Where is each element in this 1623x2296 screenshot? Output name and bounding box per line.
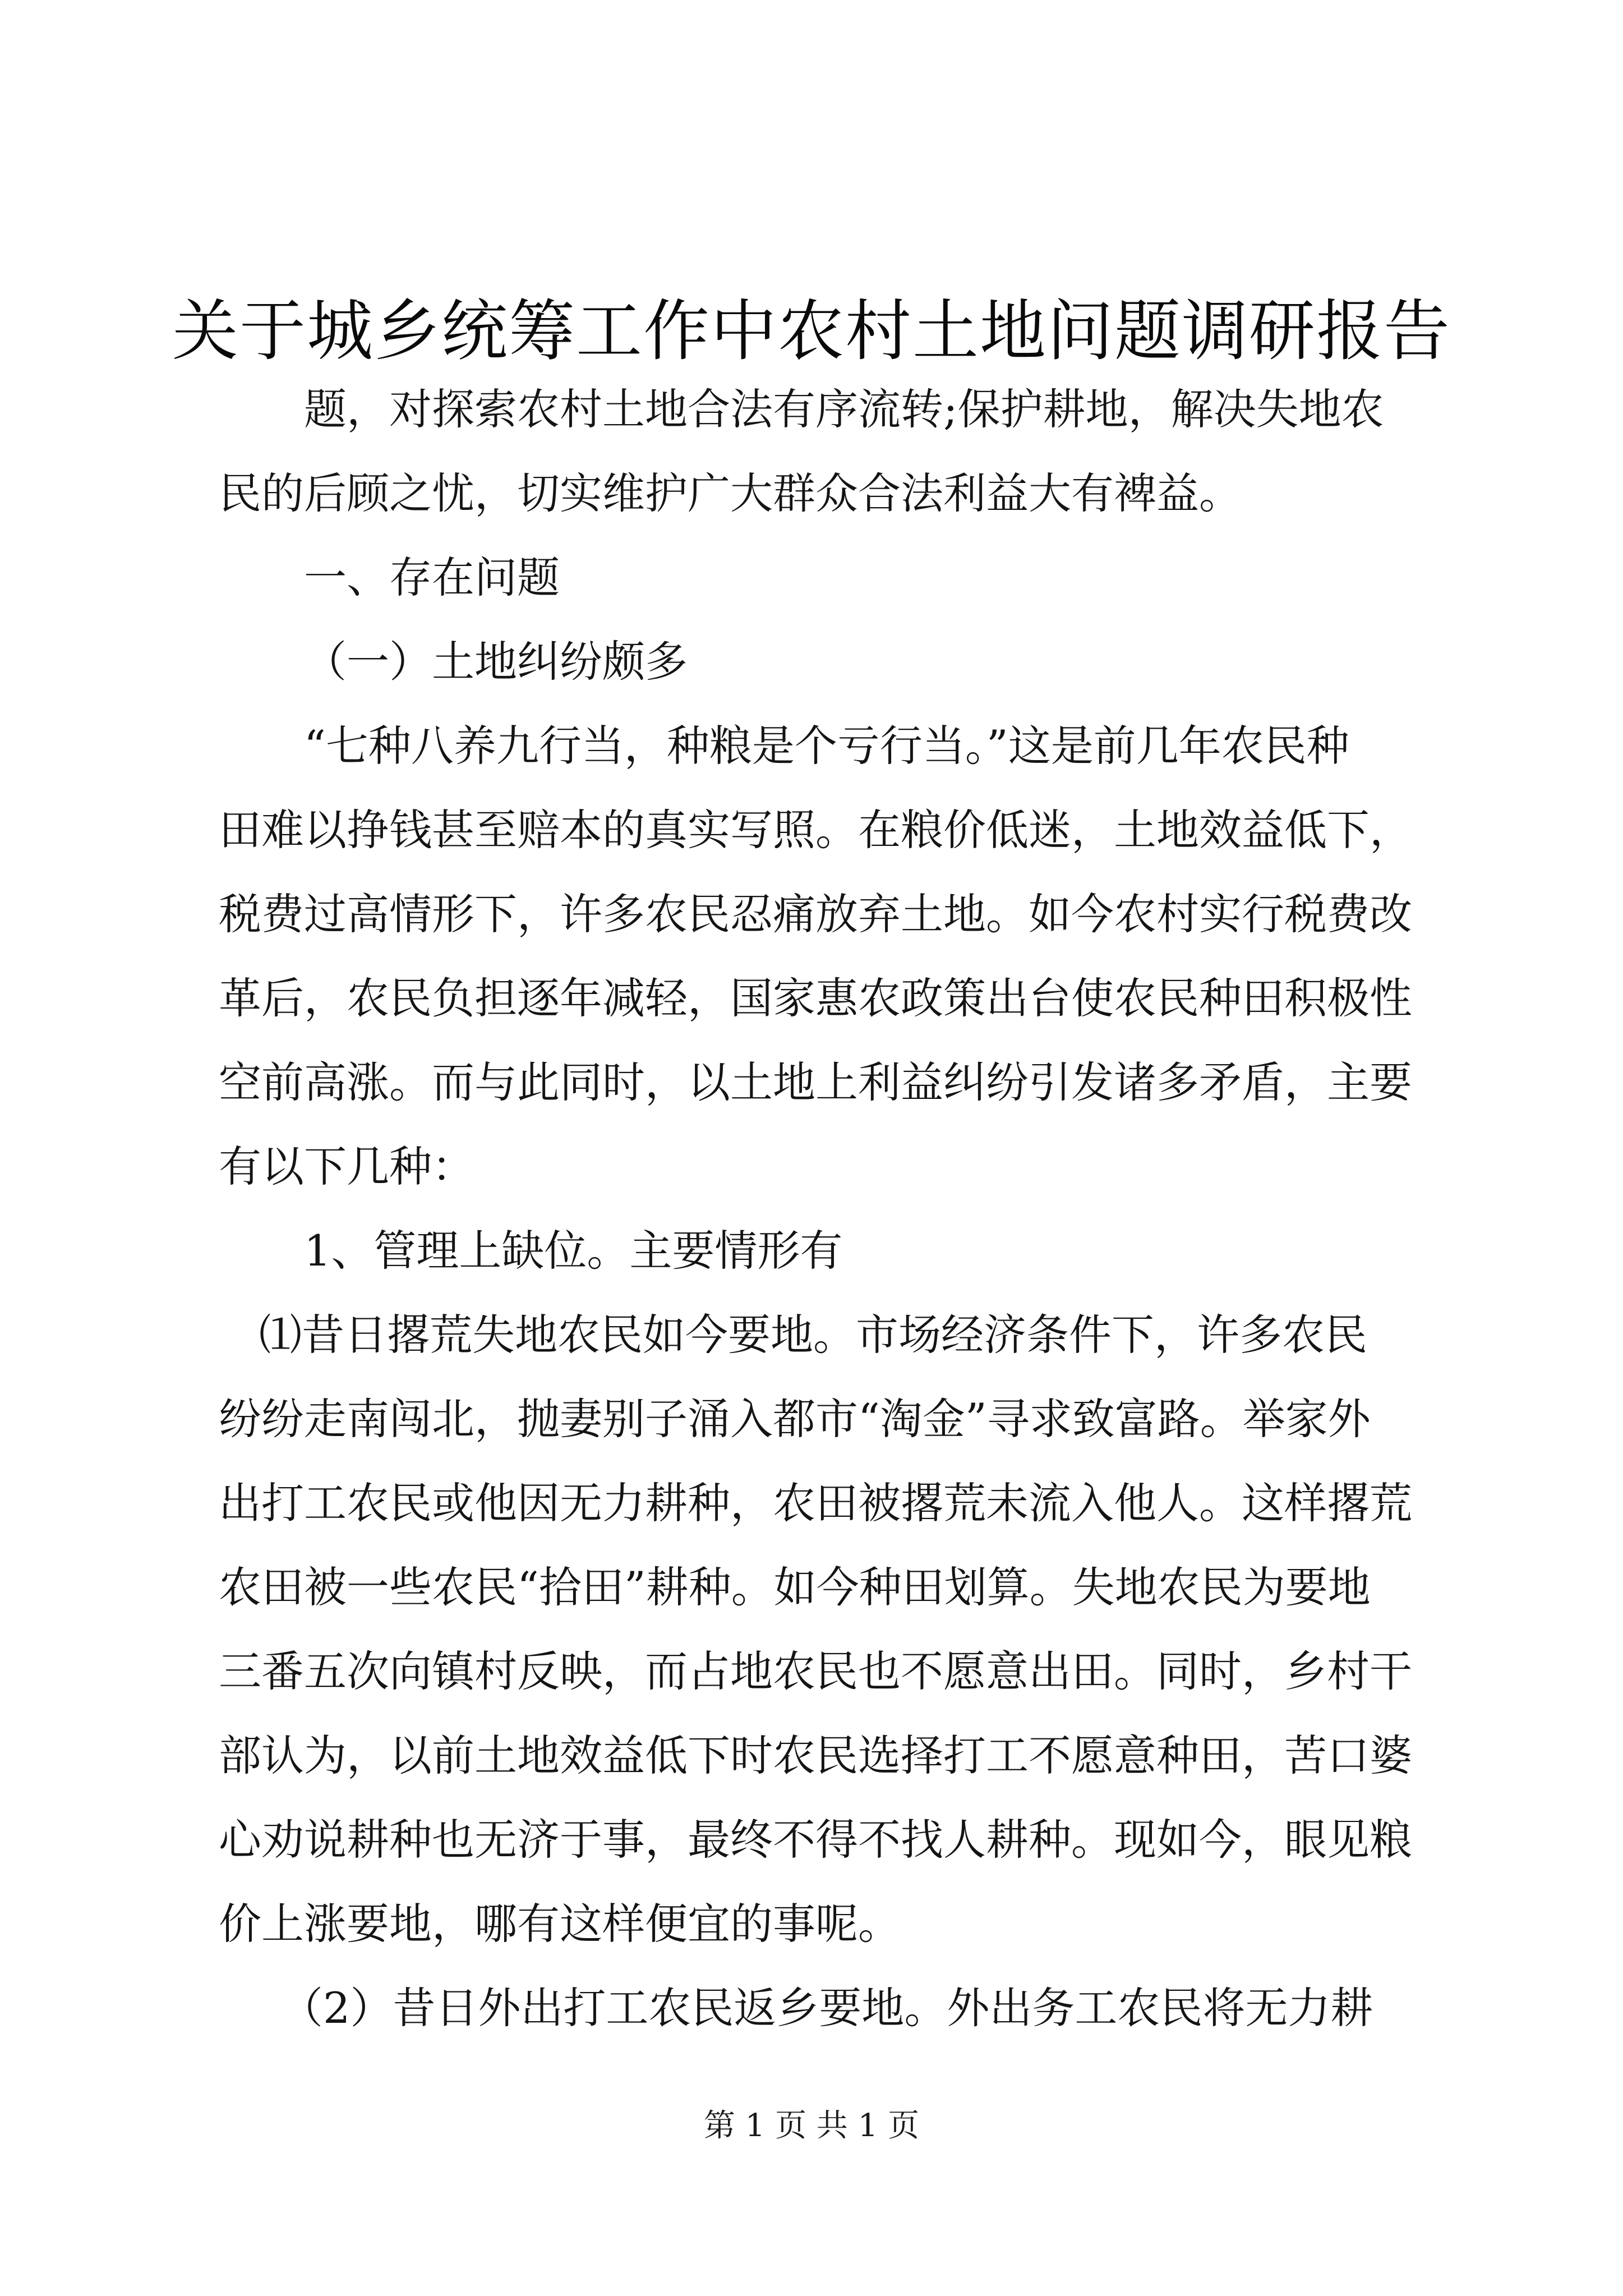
paragraph-line: 心劝说耕种也无济于事，最终不得不找人耕种。现如今，眼见粮: [219, 1815, 1412, 1865]
subsection-heading: （一）土地纠纷颇多: [304, 637, 688, 687]
paragraph-line: 价上涨要地，哪有这样便宜的事呢。: [219, 1899, 901, 1949]
paragraph-line: 民的后顾之忧，切实维护广大群众合法利益大有裨益。: [219, 468, 1242, 518]
paragraph-line: （2）昔日外出打工农民返乡要地。外出务工农民将无力耕: [280, 1983, 1373, 2033]
paragraph-line: 税费过高情形下，许多农民忍痛放弃土地。如今农村实行税费改: [219, 889, 1412, 939]
paragraph-line: 革后，农民负担逐年减轻，国家惠农政策出台使农民种田积极性: [219, 973, 1412, 1023]
paragraph-line: “七种八养九行当，种粮是个亏行当。”这是前几年农民种: [304, 721, 1349, 771]
paragraph-line: 出打工农民或他因无力耕种，农田被撂荒未流入他人。这样撂荒: [219, 1478, 1412, 1528]
paragraph-line: 有以下几种：: [219, 1142, 474, 1191]
paragraph-line: 题，对探索农村土地合法有序流转;保护耕地，解决失地农: [304, 384, 1384, 434]
paragraph-line: 部认为，以前土地效益低下时农民选择打工不愿意种田，苦口婆: [219, 1731, 1412, 1780]
paragraph-line: 三番五次向镇村反映，而占地农民也不愿意出田。同时，乡村干: [219, 1646, 1412, 1696]
list-heading: 1、管理上缺位。主要情形有: [304, 1226, 843, 1276]
paragraph-line: 纷纷走南闯北，抛妻别子涌入都市“淘金”寻求致富路。举家外: [219, 1394, 1371, 1444]
paragraph-line: ⑴昔日撂荒失地农民如今要地。市场经济条件下，许多农民: [259, 1310, 1367, 1360]
paragraph-line: 农田被一些农民“拾田”耕种。如今种田划算。失地农民为要地: [219, 1562, 1371, 1612]
paragraph-line: 空前高涨。而与此同时，以土地上利益纠纷引发诸多矛盾，主要: [219, 1057, 1412, 1107]
page-number: 第 1 页 共 1 页: [703, 2108, 920, 2144]
document-title: 关于城乡统筹工作中农村土地问题调研报告: [172, 292, 1451, 370]
section-heading: 一、存在问题: [304, 553, 560, 602]
paragraph-line: 田难以挣钱甚至赔本的真实写照。在粮价低迷，土地效益低下，: [219, 805, 1412, 855]
